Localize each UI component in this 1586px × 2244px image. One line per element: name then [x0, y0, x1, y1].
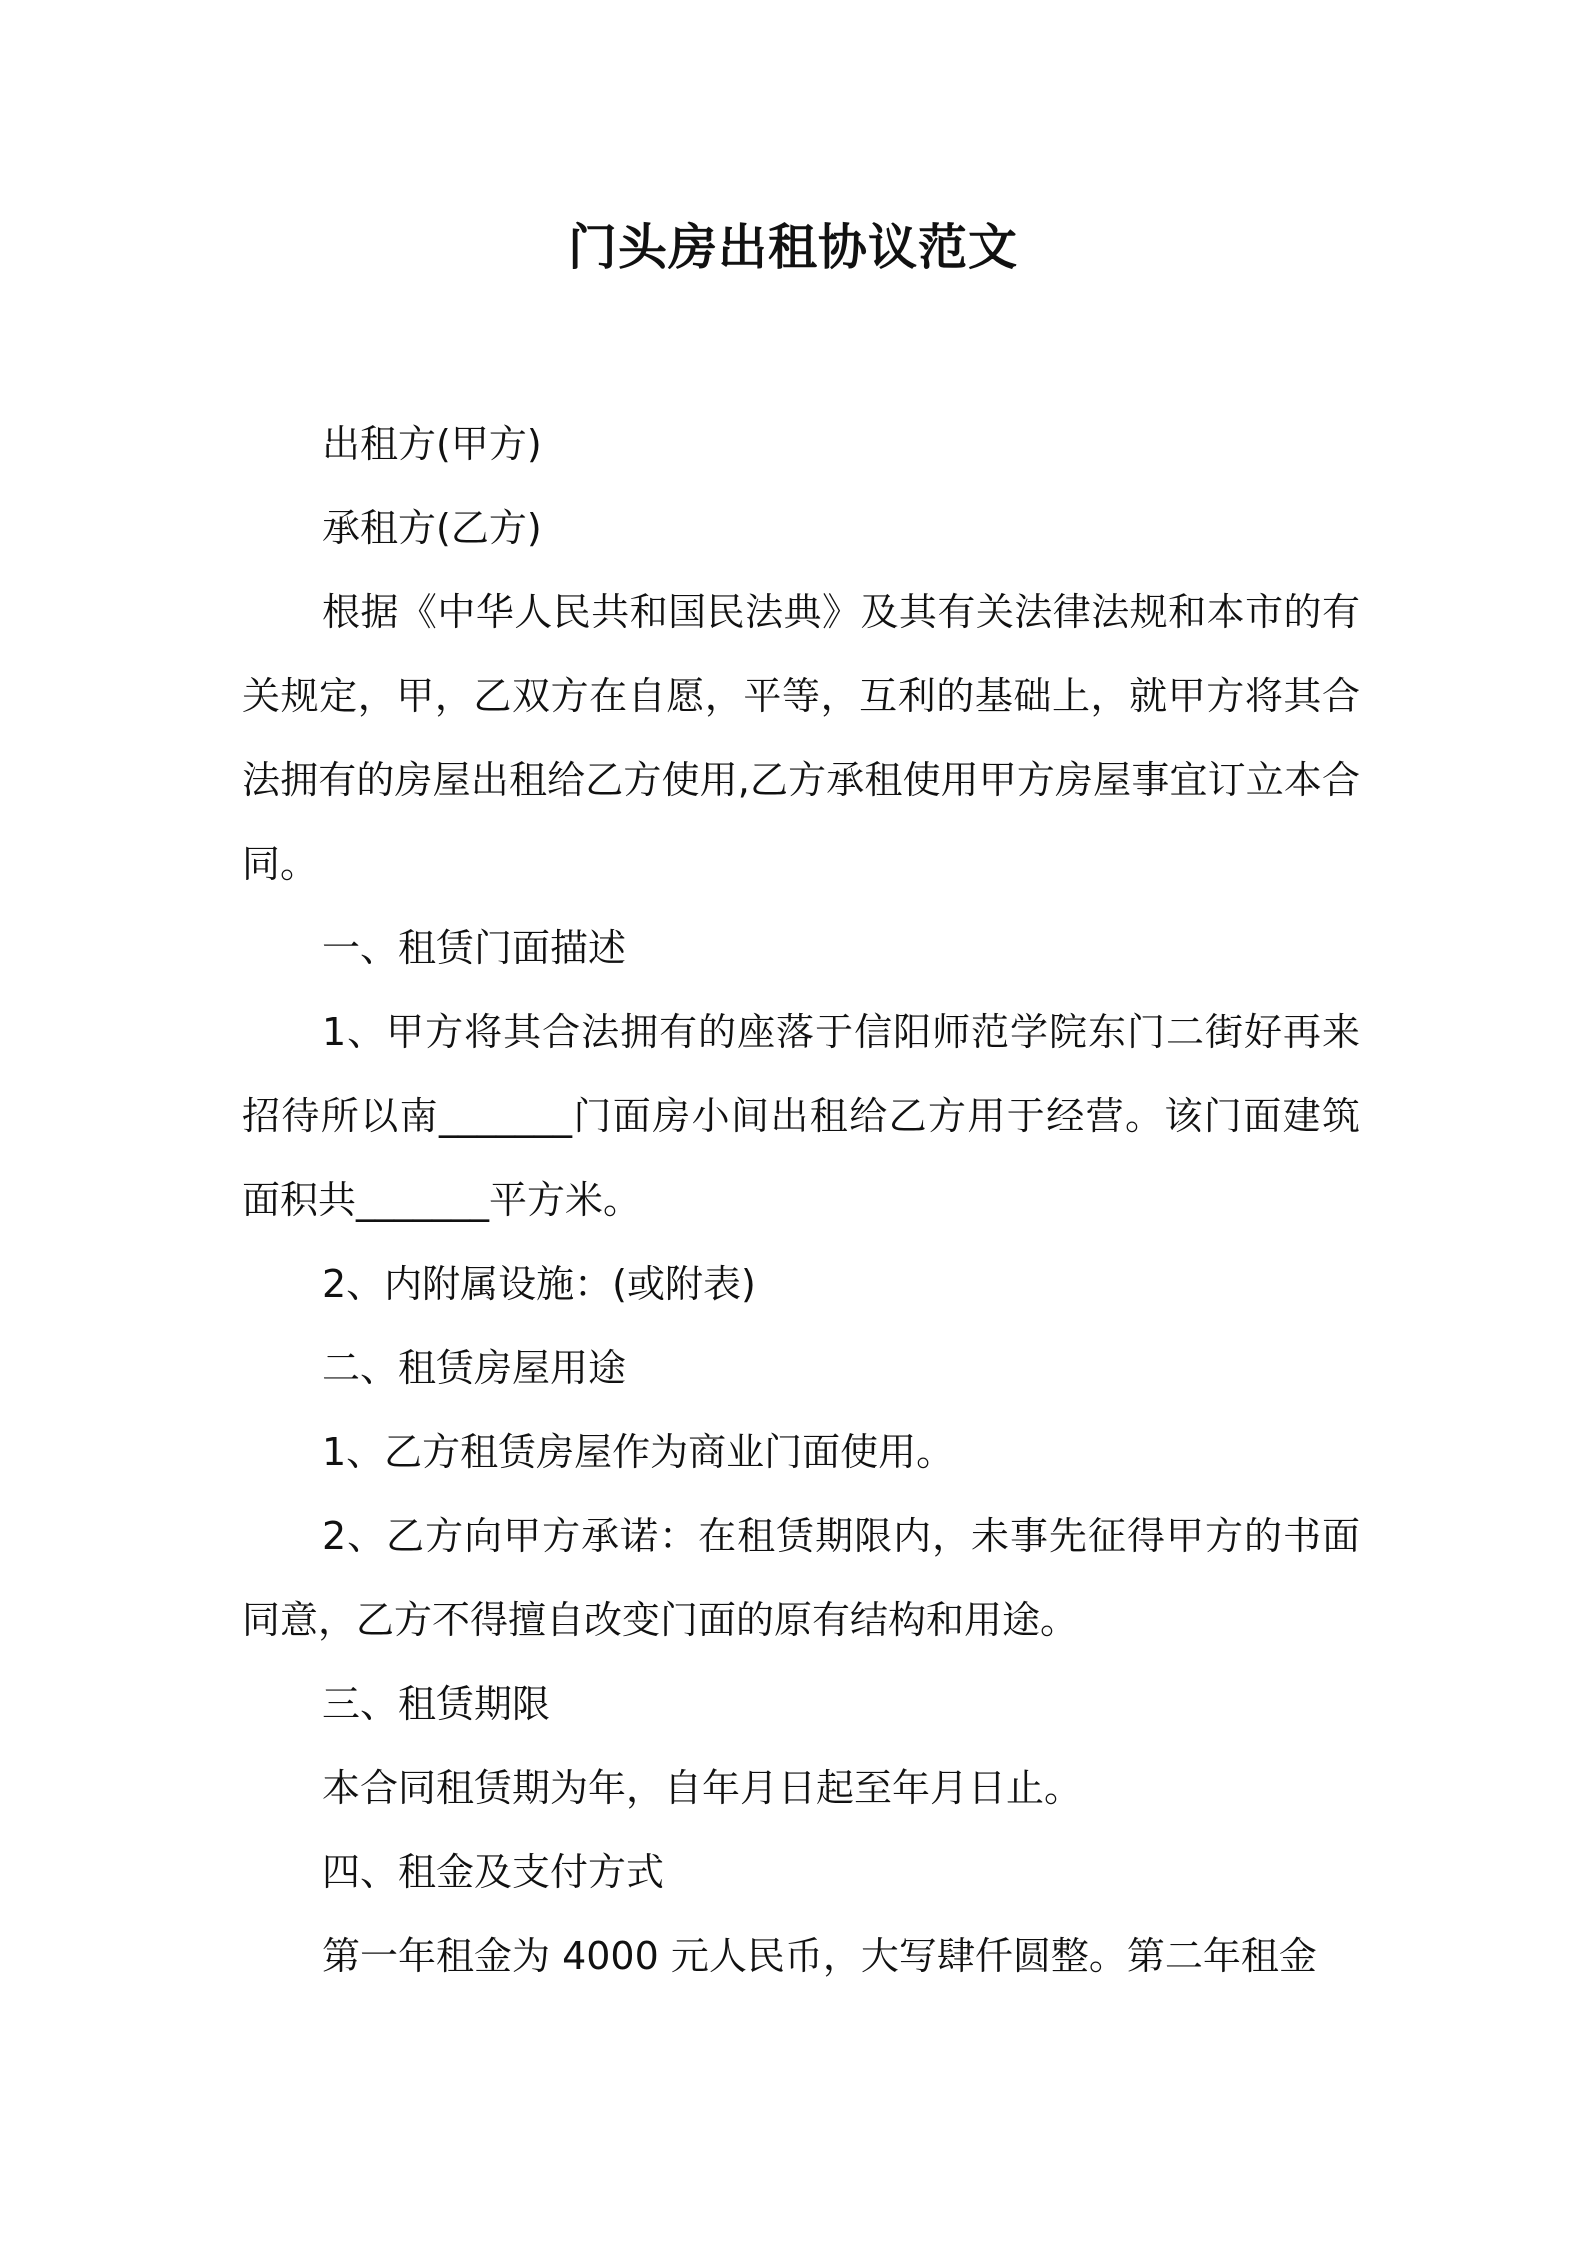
lessee-line: 承租方(乙方)	[322, 506, 542, 550]
clause-1-1: 1、甲方将其合法拥有的座落于信阳师范学院东门二街好再来招待所以南_______门面房小间出租给乙方用于经营。该门面建筑面积共_______平方米。	[242, 1010, 1360, 1222]
section-heading-2: 二、租赁房屋用途	[322, 1346, 627, 1390]
preamble-paragraph: 根据《中华人民共和国民法典》及其有关法律法规和本市的有关规定，甲，乙双方在自愿，平等，互利的基础上，就甲方将其合法拥有的房屋出租给乙方使用,乙方承租使用甲方房屋事宜订立本合同。	[242, 590, 1360, 886]
section-heading-4: 四、租金及支付方式	[322, 1850, 665, 1894]
clause-2-1: 1、乙方租赁房屋作为商业门面使用。	[322, 1430, 955, 1474]
clause-1-2: 2、内附属设施：(或附表)	[322, 1262, 756, 1306]
document-title: 门头房出租协议范文	[567, 219, 1018, 276]
clause-2-2: 2、乙方向甲方承诺：在租赁期限内，未事先征得甲方的书面同意，乙方不得擅自改变门面的原有结构和用途。	[242, 1514, 1360, 1642]
section-heading-3: 三、租赁期限	[322, 1682, 551, 1726]
lessor-line: 出租方(甲方)	[322, 422, 542, 466]
document-body	[242, 402, 1360, 1998]
clause-4-1: 第一年租金为 4000 元人民币，大写肆仟圆整。第二年租金	[322, 1934, 1317, 1978]
section-heading-1: 一、租赁门面描述	[322, 926, 627, 970]
clause-3-1: 本合同租赁期为年，自年月日起至年月日止。	[322, 1766, 1083, 1810]
